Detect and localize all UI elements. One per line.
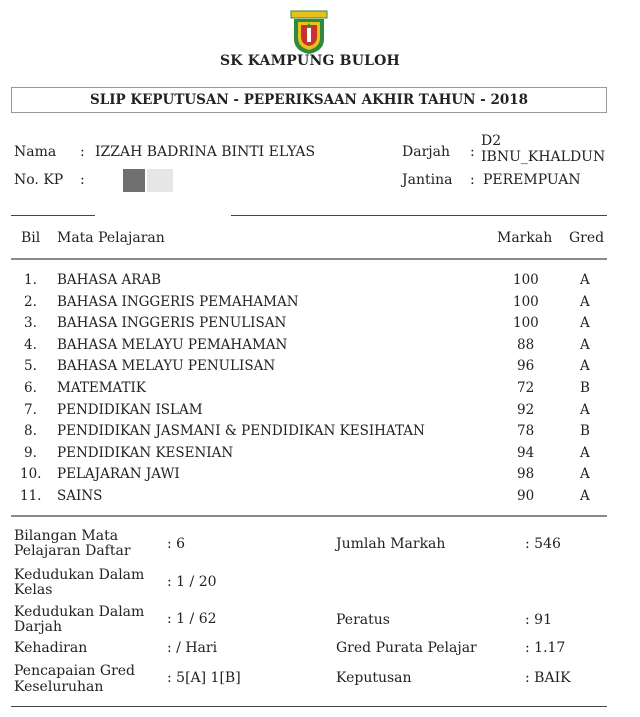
row-markah: 98 [517, 466, 535, 483]
jumlah-value: : 546 [525, 536, 561, 552]
bottom-divider [11, 706, 607, 707]
row-markah: 100 [513, 272, 539, 288]
table-bottom-divider [11, 515, 607, 517]
row-gred: A [580, 272, 590, 288]
row-markah: 72 [517, 380, 535, 396]
row-gred: A [580, 401, 590, 418]
slip-title: SLIP KEPUTUSAN - PEPERIKSAAN AKHIR TAHUN - 2018 [11, 87, 607, 113]
nama-label: Nama [14, 144, 57, 160]
row-bil: 9. [24, 444, 37, 461]
darjah-value-line1: D2 [481, 133, 502, 149]
keputusan-value: : BAIK [525, 670, 571, 686]
row-bil: 4. [24, 336, 37, 353]
row-markah: 100 [513, 293, 539, 310]
row-bil: 11. [20, 488, 42, 504]
row-subject: PENDIDIKAN JASMANI & PENDIDIKAN KESIHATAN [57, 423, 425, 440]
header-subject: Mata Pelajaran [57, 230, 165, 246]
darjah-colon: : [470, 144, 475, 160]
darjah-rank-label-line2: Darjah [14, 619, 62, 635]
redacted-id-block [123, 169, 145, 192]
kelas-label-line1: Kedudukan Dalam [14, 567, 145, 583]
row-subject: BAHASA INGGERIS PENULISAN [57, 315, 287, 332]
kelas-value: : 1 / 20 [167, 574, 217, 590]
jumlah-label: Jumlah Markah [336, 536, 446, 552]
row-subject: PENDIDIKAN ISLAM [57, 401, 203, 418]
row-bil: 1. [24, 272, 37, 288]
table-row [0, 380, 620, 402]
nokp-colon: : [80, 172, 85, 188]
row-gred: A [580, 358, 590, 375]
jantina-colon: : [470, 172, 475, 188]
jantina-value: PEREMPUAN [483, 172, 581, 188]
school-name: SK KAMPUNG BULOH [220, 53, 400, 69]
row-gred: A [580, 466, 590, 483]
header-bil: Bil [21, 230, 41, 246]
header-gred: Gred [569, 230, 605, 246]
table-row [0, 337, 620, 359]
row-subject: BAHASA INGGERIS PEMAHAMAN [57, 293, 299, 310]
jantina-label: Jantina [402, 172, 453, 188]
row-bil: 8. [24, 423, 37, 440]
peratus-label: Peratus [336, 612, 390, 628]
bilangan-label-line2: Pelajaran Daftar [14, 543, 131, 559]
pencapaian-value: : 5[A] 1[B] [167, 670, 241, 686]
row-markah: 90 [517, 488, 535, 504]
nama-colon: : [80, 144, 85, 160]
row-subject: PELAJARAN JAWI [57, 466, 180, 483]
row-markah: 96 [517, 358, 535, 375]
row-bil: 6. [24, 380, 37, 396]
keputusan-label: Keputusan [336, 670, 412, 686]
gred-purata-label: Gred Purata Pelajar [336, 640, 477, 656]
divider-left [11, 215, 95, 216]
bilangan-value: : 6 [167, 536, 186, 552]
table-row [0, 423, 620, 445]
redacted-id-block-light [147, 169, 173, 192]
table-row [0, 445, 620, 467]
table-row [0, 272, 620, 294]
table-row [0, 466, 620, 488]
row-gred: A [580, 293, 590, 310]
row-subject: PENDIDIKAN KESENIAN [57, 444, 234, 461]
pencapaian-label-line1: Pencapaian Gred [14, 663, 136, 679]
header-markah: Markah [497, 230, 553, 246]
row-subject: SAINS [57, 488, 103, 504]
kehadiran-label: Kehadiran [14, 640, 88, 656]
table-row [0, 358, 620, 380]
row-bil: 10. [20, 466, 42, 483]
school-crest-logo [289, 9, 329, 55]
darjah-rank-label-line1: Kedudukan Dalam [14, 604, 145, 620]
row-gred: A [580, 315, 590, 332]
nokp-label: No. KP [14, 172, 64, 188]
row-bil: 7. [24, 401, 37, 418]
row-gred: A [580, 336, 590, 353]
divider-right [231, 215, 607, 216]
row-bil: 5. [24, 358, 37, 375]
darjah-value-line2: IBNU_KHALDUN [481, 149, 606, 165]
peratus-value: : 91 [525, 612, 552, 628]
kehadiran-value: : / Hari [167, 640, 218, 656]
header-divider [11, 258, 607, 260]
pencapaian-label-line2: Keseluruhan [14, 679, 104, 695]
row-gred: B [580, 380, 590, 396]
row-markah: 100 [513, 315, 539, 332]
row-markah: 78 [517, 423, 535, 440]
row-bil: 2. [24, 293, 37, 310]
darjah-label: Darjah [402, 144, 450, 160]
table-row [0, 402, 620, 424]
row-subject: BAHASA MELAYU PEMAHAMAN [57, 336, 288, 353]
row-subject: BAHASA ARAB [57, 272, 162, 288]
row-gred: A [580, 488, 590, 504]
kelas-label-line2: Kelas [14, 582, 53, 598]
row-subject: MATEMATIK [57, 380, 146, 396]
darjah-rank-value: : 1 / 62 [167, 611, 217, 627]
row-gred: A [580, 444, 590, 461]
bilangan-label-line1: Bilangan Mata [14, 528, 119, 544]
gred-purata-value: : 1.17 [525, 640, 566, 656]
nama-value: IZZAH BADRINA BINTI ELYAS [95, 144, 316, 160]
row-markah: 94 [517, 444, 535, 461]
table-row [0, 488, 620, 510]
table-row [0, 315, 620, 337]
row-subject: BAHASA MELAYU PENULISAN [57, 358, 276, 375]
row-bil: 3. [24, 315, 37, 332]
row-gred: B [580, 423, 590, 440]
table-row [0, 294, 620, 316]
row-markah: 92 [517, 401, 535, 418]
row-markah: 88 [517, 336, 535, 353]
